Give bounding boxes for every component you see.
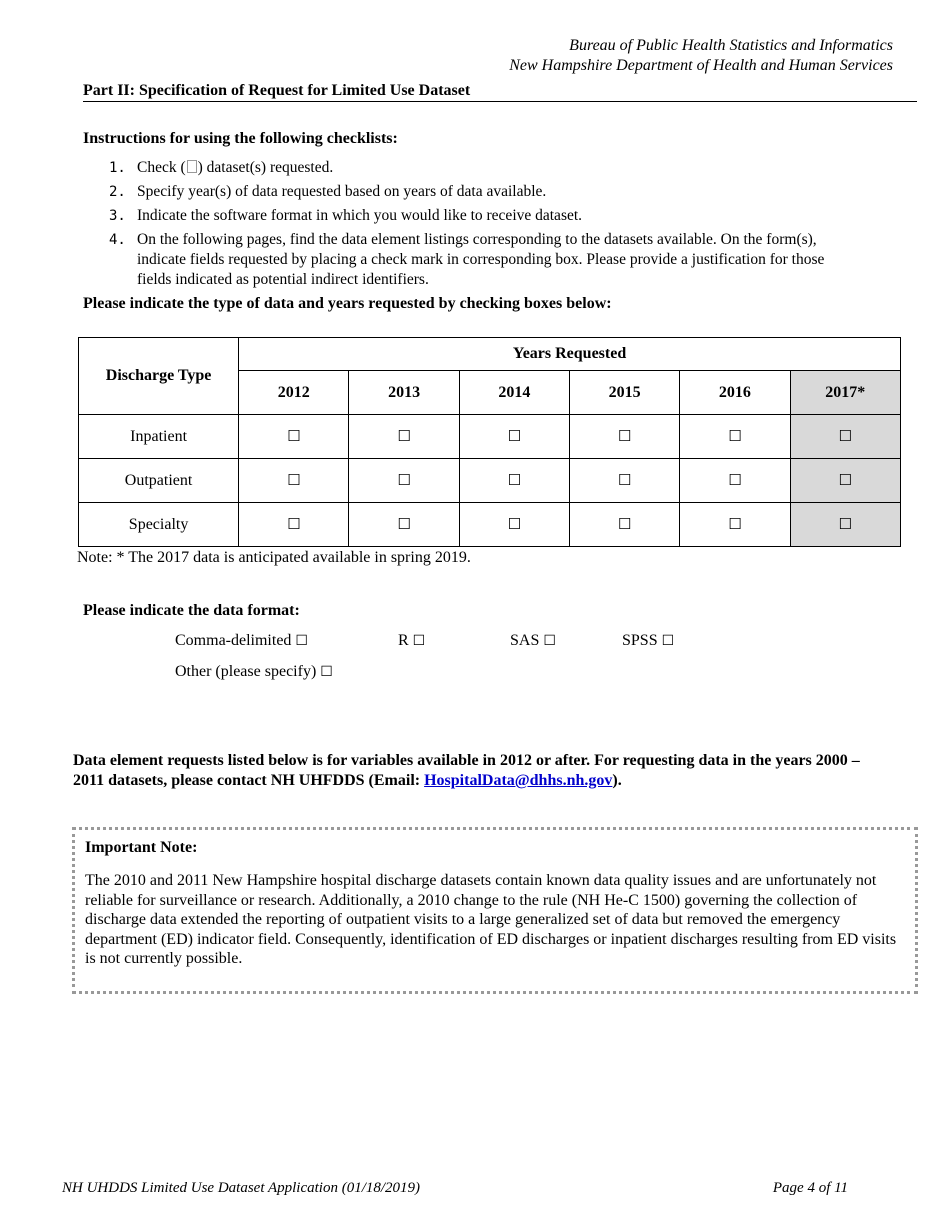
years-requested-header: Years Requested [239, 338, 901, 371]
important-note-title: Important Note: [85, 839, 198, 856]
checkbox-outpatient-2012[interactable]: ☐ [287, 471, 301, 489]
instruction-text-post: ) dataset(s) requested. [197, 159, 334, 176]
row-label-outpatient: Outpatient [79, 459, 239, 503]
instruction-text: Indicate the software format in which you would like to receive dataset. [137, 207, 583, 224]
email-link[interactable]: HospitalData@dhhs.nh.gov [424, 772, 613, 789]
checkbox-specialty-2017[interactable]: ☐ [838, 515, 852, 533]
part-title-rule [83, 101, 917, 102]
format-label: Other (please specify) [175, 663, 317, 680]
table-note: Note: * The 2017 data is anticipated available in spring 2019. [77, 549, 471, 566]
instruction-number: 3. [109, 208, 126, 224]
format-label: SPSS [622, 632, 658, 649]
page-header [509, 36, 893, 76]
year-header-2014: 2014 [459, 371, 569, 415]
year-header-2015: 2015 [570, 371, 680, 415]
header-org-line1: Bureau of Public Health Statistics and Informatics [569, 37, 893, 54]
row-label-inpatient: Inpatient [79, 415, 239, 459]
format-checkbox-spss[interactable]: ☐ [661, 633, 675, 649]
instruction-item [109, 158, 849, 178]
checkbox-sample-icon [187, 160, 197, 173]
format-option-sas[interactable] [510, 632, 556, 650]
years-prompt: Please indicate the type of data and years requested by checking boxes below: [83, 295, 612, 312]
format-label: SAS [510, 632, 540, 649]
format-option-comma-delimited[interactable] [175, 632, 308, 650]
checkbox-inpatient-2012[interactable]: ☐ [287, 427, 301, 445]
format-checkbox-r[interactable]: ☐ [412, 633, 426, 649]
instruction-number: 2. [109, 184, 126, 200]
year-header-2013: 2013 [349, 371, 459, 415]
important-note-body: The 2010 and 2011 New Hampshire hospital discharge datasets contain known data quality issues and are unfortunately not reliable for surveillance or research. Additionally, a 2010 change to the rule (NH He-C 1500) governing the collection of discharge data extended the reporting of outpatient visits to a large generalized set of data but removed the emergency department (ED) indicator field. Consequently, identification of ED discharges or inpatient discharges resulting from ED visits is not currently possible. [85, 872, 897, 968]
request-text-before: Data element requests listed below is for variables available in 2012 or after. For requesting data in the years 2000 – 2011 datasets, please contact NH UHFDDS (Email: [73, 752, 860, 789]
checkbox-inpatient-2017[interactable]: ☐ [838, 427, 852, 445]
year-header-2016: 2016 [680, 371, 790, 415]
important-note-box [72, 827, 918, 994]
discharge-type-header: Discharge Type [79, 338, 239, 415]
format-option-spss[interactable] [622, 632, 674, 650]
instruction-item [109, 182, 849, 202]
year-header-2017: 2017* [790, 371, 900, 415]
request-instructions [73, 751, 873, 791]
format-label: Comma-delimited [175, 632, 292, 649]
instruction-number: 1. [109, 160, 126, 176]
table-row-inpatient [79, 415, 901, 459]
checkbox-inpatient-2015[interactable]: ☐ [617, 427, 632, 445]
checkbox-outpatient-2016[interactable]: ☐ [728, 471, 742, 489]
footer-document-title: NH UHDDS Limited Use Dataset Application (01/18/2019) [62, 1180, 421, 1196]
checkbox-outpatient-2013[interactable]: ☐ [397, 471, 411, 489]
years-requested-table [78, 337, 901, 547]
row-label-specialty: Specialty [79, 503, 239, 547]
instruction-item [109, 206, 849, 226]
format-option-r[interactable] [398, 632, 425, 650]
request-text-after: ). [612, 772, 622, 789]
instruction-text: On the following pages, find the data element listings corresponding to the datasets available. On the form(s), indicate fields requested by placing a check mark in corresponding box. Please provide a justification for those fields indicated as potential indirect identifiers. [137, 231, 825, 288]
checkbox-specialty-2013[interactable]: ☐ [397, 515, 411, 533]
part-title: Part II: Specification of Request for Limited Use Dataset [83, 82, 471, 99]
instruction-text-pre: Check ( [137, 159, 186, 176]
format-checkbox-other[interactable]: ☐ [320, 664, 333, 680]
checkbox-inpatient-2014[interactable]: ☐ [507, 427, 522, 445]
checkbox-specialty-2015[interactable]: ☐ [617, 515, 632, 533]
table-row-specialty [79, 503, 901, 547]
format-checkbox-comma-delimited[interactable]: ☐ [295, 633, 308, 649]
checkbox-inpatient-2013[interactable]: ☐ [397, 427, 411, 445]
instruction-item [109, 230, 849, 290]
year-header-2012: 2012 [239, 371, 349, 415]
footer-page-number: Page 4 of 11 [772, 1180, 848, 1196]
instructions-title: Instructions for using the following checklists: [83, 130, 398, 147]
checkbox-outpatient-2015[interactable]: ☐ [617, 471, 632, 489]
checkbox-specialty-2012[interactable]: ☐ [287, 515, 301, 533]
format-title: Please indicate the data format: [83, 602, 300, 619]
checkbox-specialty-2016[interactable]: ☐ [728, 515, 742, 533]
instruction-text: Specify year(s) of data requested based on years of data available. [137, 183, 547, 200]
format-label: R [398, 632, 409, 649]
checkbox-outpatient-2017[interactable]: ☐ [838, 471, 852, 489]
format-checkbox-sas[interactable]: ☐ [543, 633, 556, 649]
table-row-outpatient [79, 459, 901, 503]
header-org-line2: New Hampshire Department of Health and Human Services [509, 57, 893, 74]
checkbox-specialty-2014[interactable]: ☐ [507, 515, 522, 533]
format-option-other[interactable] [175, 663, 333, 681]
instructions-list [109, 158, 849, 294]
instruction-number: 4. [109, 232, 126, 248]
checkbox-outpatient-2014[interactable]: ☐ [507, 471, 522, 489]
checkbox-inpatient-2016[interactable]: ☐ [728, 427, 742, 445]
